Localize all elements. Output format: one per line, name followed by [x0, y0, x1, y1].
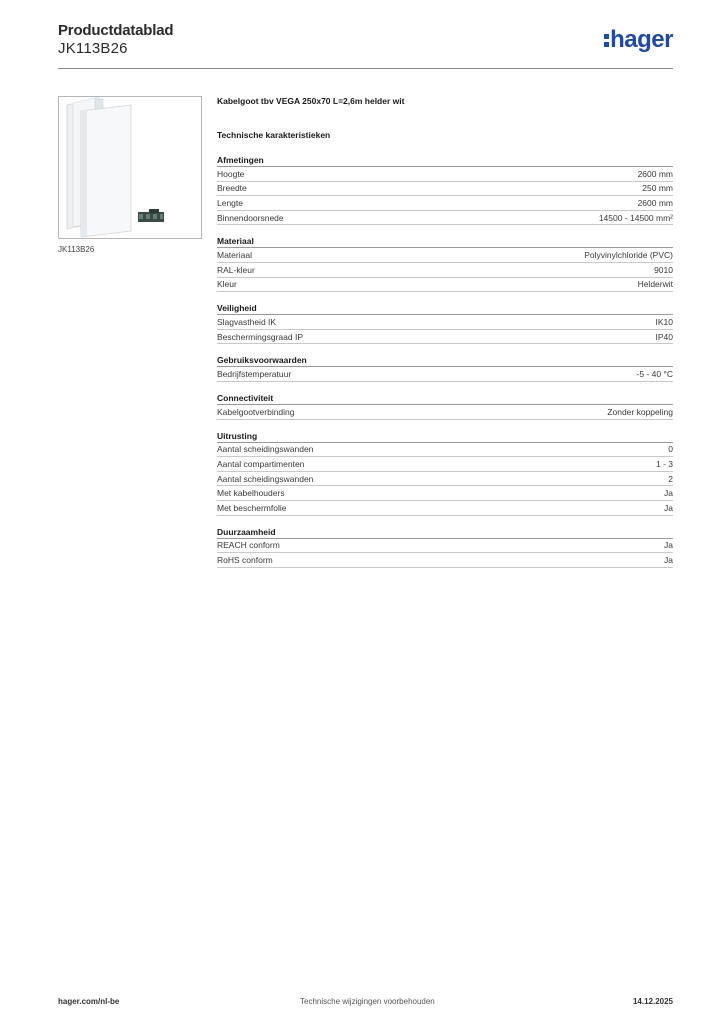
- spec-row: [217, 278, 673, 293]
- spec-row: [217, 457, 673, 472]
- spec-value: Zonder koppeling: [607, 406, 673, 417]
- spec-value: Ja: [664, 540, 673, 551]
- product-image: [58, 96, 202, 239]
- spec-value: 9010: [654, 264, 673, 275]
- logo-text: hager: [610, 26, 673, 53]
- spec-value: 2: [668, 473, 673, 484]
- footer-disclaimer: Technische wijzigingen voorbehouden: [300, 997, 435, 1006]
- spec-section: [217, 392, 673, 420]
- section-title: Afmetingen: [217, 154, 673, 167]
- spec-value: IP40: [655, 331, 673, 342]
- spec-row: [217, 367, 673, 382]
- spec-content: [217, 96, 673, 568]
- spec-label: Beschermingsgraad IP: [217, 331, 303, 342]
- section-title: Uitrusting: [217, 430, 673, 443]
- spec-label: Bedrijfstemperatuur: [217, 369, 292, 380]
- section-title: Veiligheid: [217, 302, 673, 315]
- spec-section: [217, 154, 673, 225]
- spec-section: [217, 235, 673, 292]
- header-divider: [58, 68, 673, 69]
- section-title: Gebruiksvoorwaarden: [217, 354, 673, 367]
- spec-row: [217, 539, 673, 554]
- spec-value: 250 mm: [642, 183, 673, 194]
- footer-website-link[interactable]: hager.com/nl-be: [58, 997, 120, 1006]
- page-title: Productdatablad: [58, 22, 174, 39]
- spec-row: [217, 315, 673, 330]
- logo-dots-icon: [604, 34, 609, 47]
- spec-label: RAL-kleur: [217, 264, 255, 275]
- spec-label: Lengte: [217, 197, 243, 208]
- spec-row: [217, 167, 673, 182]
- spec-label: Binnendoorsnede: [217, 212, 284, 223]
- connector-parts-icon: [138, 209, 164, 222]
- spec-label: Aantal scheidingswanden: [217, 444, 314, 455]
- spec-section: [217, 354, 673, 382]
- spec-row: [217, 211, 673, 226]
- spec-row: [217, 248, 673, 263]
- spec-label: Aantal scheidingswanden: [217, 473, 314, 484]
- spec-row: [217, 472, 673, 487]
- product-code: JK113B26: [58, 40, 128, 57]
- spec-value: 0: [668, 444, 673, 455]
- spec-row: [217, 196, 673, 211]
- spec-label: REACH conform: [217, 540, 280, 551]
- spec-value: Ja: [664, 554, 673, 565]
- spec-label: Kabelgootverbinding: [217, 406, 295, 417]
- spec-row: [217, 263, 673, 278]
- spec-value: Helderwit: [637, 279, 673, 290]
- image-caption: JK113B26: [58, 245, 95, 254]
- spec-value: -5 - 40 °C: [636, 369, 673, 380]
- section-title: Connectiviteit: [217, 392, 673, 405]
- spec-row: [217, 182, 673, 197]
- hager-logo[interactable]: [604, 28, 673, 52]
- spec-label: Materiaal: [217, 250, 252, 261]
- spec-section: [217, 526, 673, 568]
- spec-value: IK10: [655, 316, 673, 327]
- footer-date: 14.12.2025: [632, 997, 673, 1006]
- spec-label: Met beschermfolie: [217, 502, 287, 513]
- product-name: Kabelgoot tbv VEGA 250x70 L=2,6m helder wit: [217, 96, 405, 106]
- spec-row: [217, 443, 673, 458]
- spec-sections: [217, 154, 673, 568]
- spec-row: [217, 553, 673, 568]
- spec-value: Ja: [664, 502, 673, 513]
- spec-value: 1 - 3: [655, 458, 673, 469]
- section-title: Duurzaamheid: [217, 526, 673, 539]
- page-header: [58, 22, 673, 70]
- cable-duct-illustration: [59, 97, 201, 238]
- spec-label: Met kabelhouders: [217, 488, 285, 499]
- spec-section: [217, 430, 673, 516]
- spec-value: Polyvinylchloride (PVC): [584, 250, 673, 261]
- spec-row: [217, 486, 673, 501]
- spec-value: 14500 - 14500 mm²: [598, 212, 673, 223]
- spec-label: Breedte: [217, 183, 247, 194]
- spec-label: Slagvastheid IK: [217, 316, 277, 327]
- spec-section: [217, 302, 673, 344]
- spec-value: 2600 mm: [637, 197, 673, 208]
- spec-label: RoHS conform: [217, 554, 273, 565]
- spec-row: [217, 405, 673, 420]
- spec-label: Hoogte: [217, 168, 245, 179]
- section-title: Materiaal: [217, 235, 673, 248]
- tech-heading: Technische karakteristieken: [217, 130, 331, 140]
- spec-label: Kleur: [217, 279, 237, 290]
- spec-label: Aantal compartimenten: [217, 458, 305, 469]
- spec-value: 2600 mm: [637, 168, 673, 179]
- spec-value: Ja: [664, 488, 673, 499]
- spec-row: [217, 330, 673, 345]
- spec-row: [217, 501, 673, 516]
